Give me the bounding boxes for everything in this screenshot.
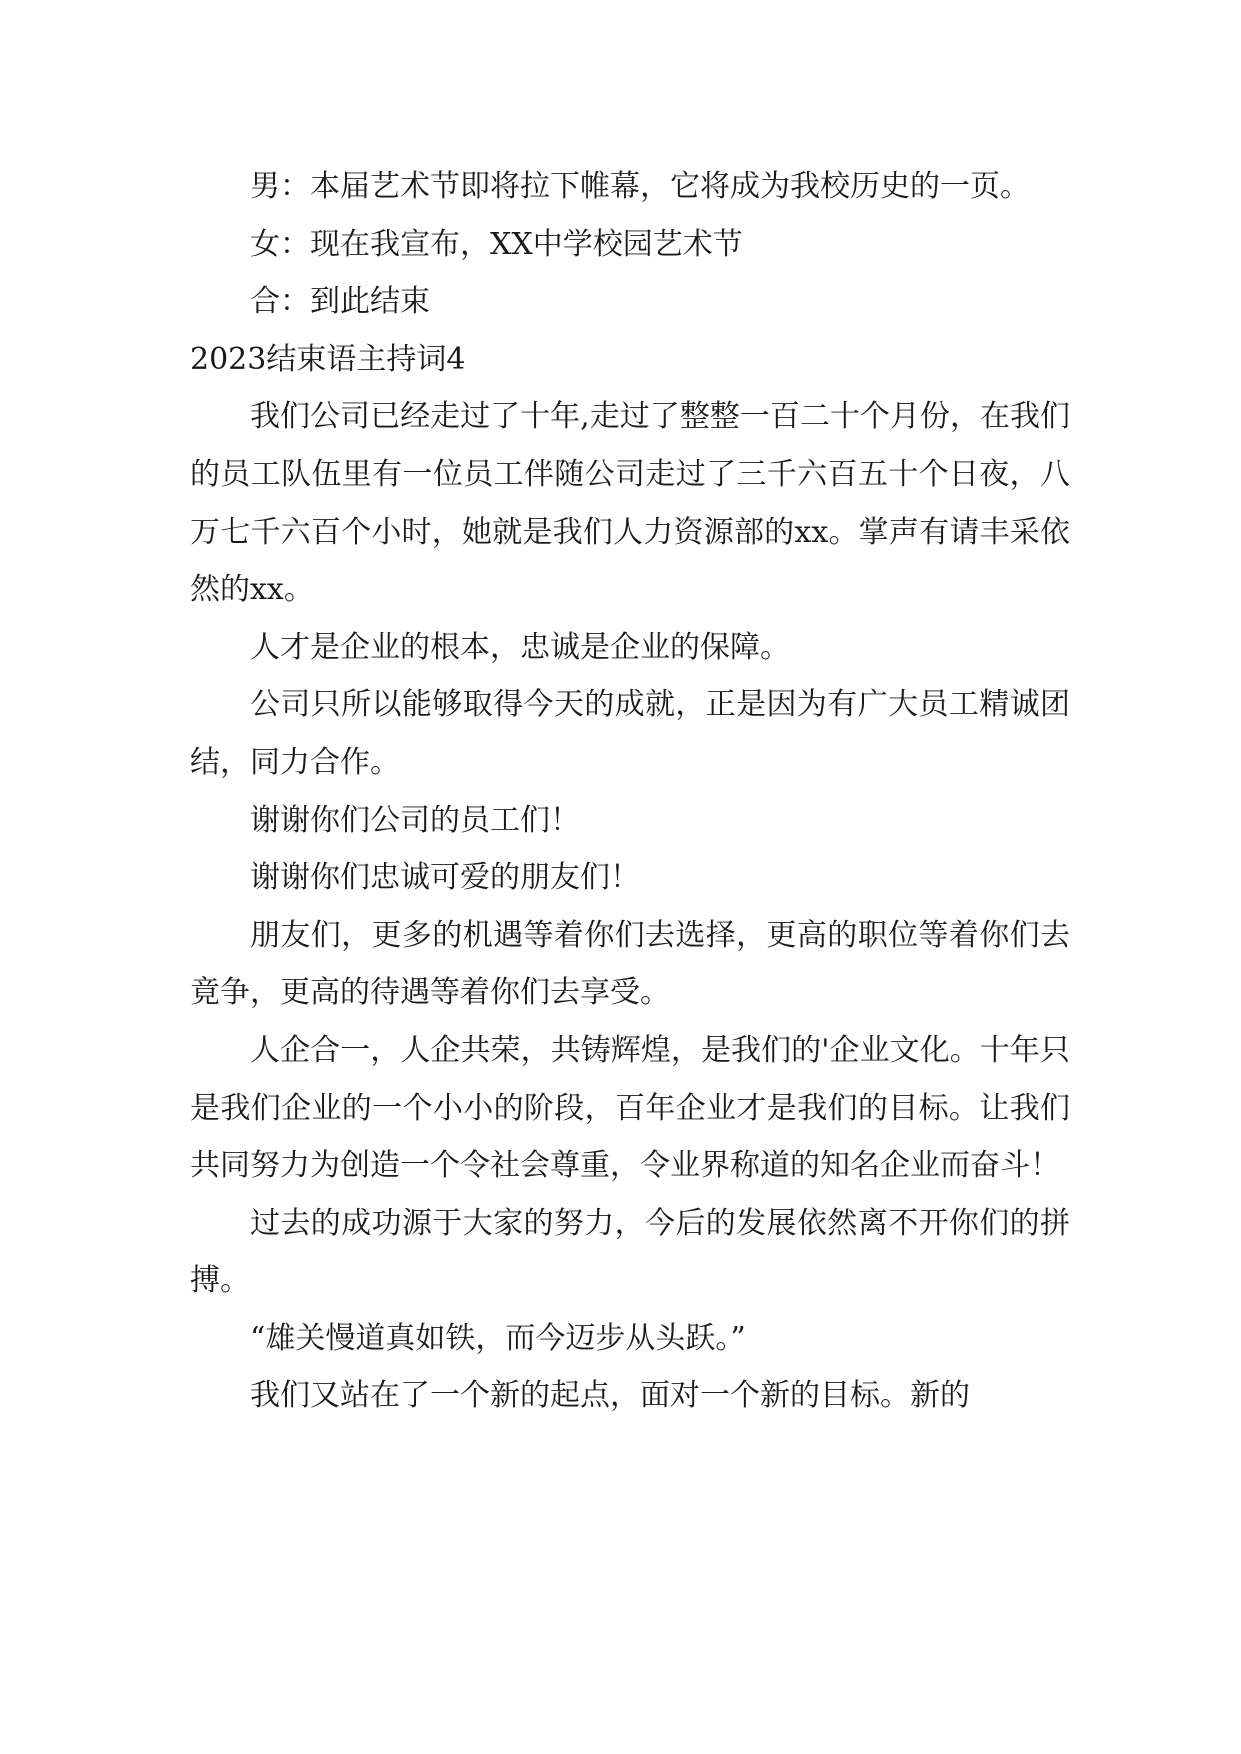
paragraph: 我们又站在了一个新的起点，面对一个新的目标。新的 xyxy=(250,1378,970,1414)
paragraph-closing-male: 男：本届艺术节即将拉下帷幕，它将成为我校历史的一页。 xyxy=(250,169,1030,204)
paragraph-quote: “雄关慢道真如铁，而今迈步从头跃。” xyxy=(250,1320,746,1356)
paragraph-closing-together: 合：到此结束 xyxy=(250,284,430,320)
paragraph: 我们公司已经走过了十年,走过了整整一百二十个月份，在我们的员工队伍里有一位员工伴随公司走过了三千六百五十个日夜，八万七千六百个小时，她就是我们人力资源部的xx。掌声有请丰采依然的xx。 xyxy=(190,399,1070,608)
document-body xyxy=(190,158,1070,1425)
paragraph: 过去的成功源于大家的努力，今后的发展依然离不开你们的拼搏。 xyxy=(190,1205,1070,1299)
paragraph: 谢谢你们忠诚可爱的朋友们！ xyxy=(250,860,640,896)
paragraph: 朋友们，更多的机遇等着你们去选择，更高的职位等着你们去竟争，更高的待遇等着你们去享受。 xyxy=(190,917,1070,1011)
paragraph: 人企合一，人企共荣，共铸辉煌，是我们的'企业文化。十年只是我们企业的一个小小的阶段，百年企业才是我们的目标。让我们共同努力为创造一个令社会尊重，令业界称道的知名企业而奋斗！ xyxy=(190,1032,1070,1184)
paragraph: 人才是企业的根本，忠诚是企业的保障。 xyxy=(250,629,790,665)
paragraph: 谢谢你们公司的员工们！ xyxy=(250,802,580,838)
paragraph-closing-female: 女：现在我宣布，XX中学校园艺术节 xyxy=(250,226,743,262)
section-heading: 2023结束语主持词4 xyxy=(190,341,466,377)
paragraph: 公司只所以能够取得今天的成就，正是因为有广大员工精诚团结，同力合作。 xyxy=(190,687,1070,780)
